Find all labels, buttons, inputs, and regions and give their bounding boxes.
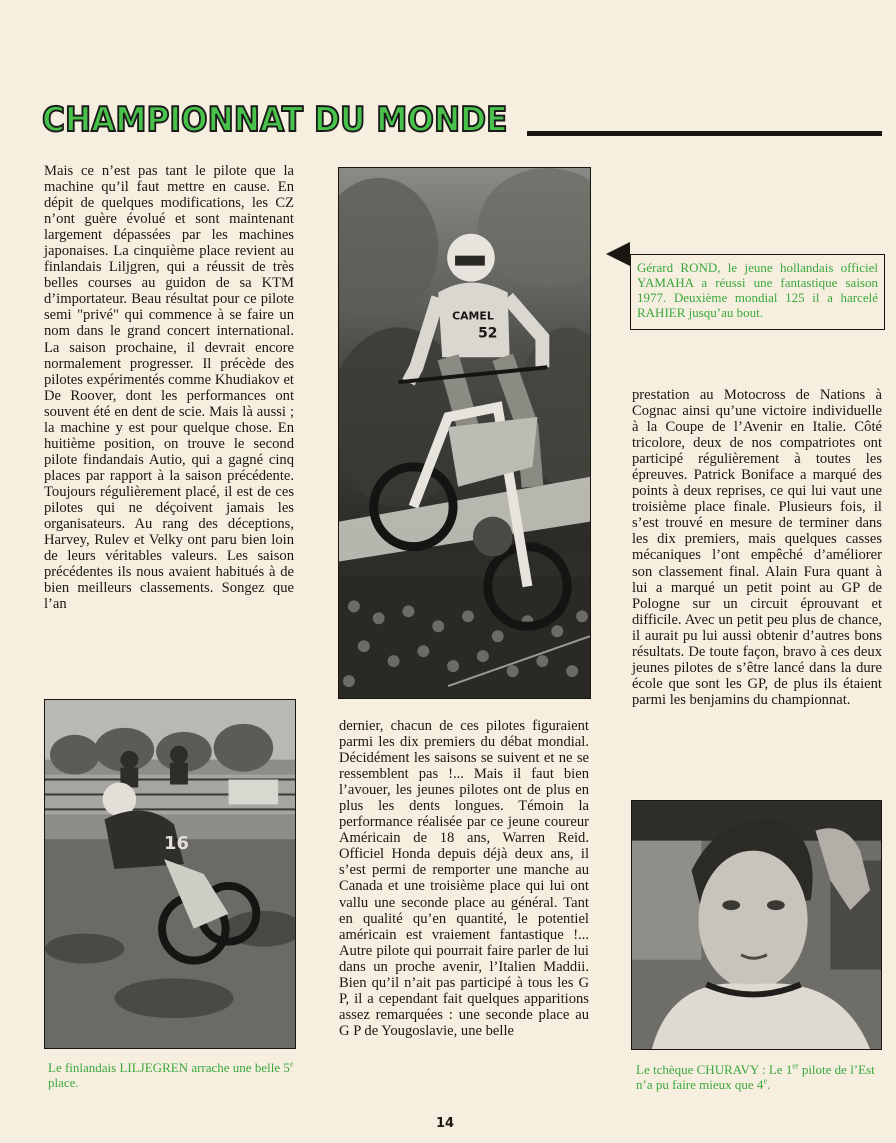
article-text-col1: Mais ce n’est pas tant le pilote que la machine qu’il faut mettre en cause. En dépit de quelques modifications, les CZ n’ont guère évolué et sont maintenant largement dépassées par les machines japonaises. La cinquième place revient au finlandais Liljgren, qui a réussit de très belles courses au guidon de sa KTM d’importateur. Beau résultat pour ce pilote semi "privé" qui commence à se faire un nom dans le grand concert international. La saison prochaine, il devrait encore normalement progresser. Il précède des pilotes expérimentés comme Khudiakov et De Roover, dont les performances ont souvent été en dent de scie. Mais là aussi ; la machine y est pour quelque chose. En huitième position, on trouve le second pilote findandais Autio, qui a gagné cinq places par rapport à la saison précédente. Toujours régulièrement placé, il est de ces pilotes qui ne déçoivent jamais les organisateurs. Au rang des déceptions, Harvey, Rulev et Velky ont paru bien loin de leurs véritables valeurs. Les saison précédentes ils nous avaient habitués à de bien meilleurs classements. Songez que l’an: [44, 163, 294, 613]
caption-churavy-text-a: Le tchèque CHURAVY : Le 1: [636, 1062, 793, 1077]
caption-churavy: [636, 1062, 886, 1092]
caption-churavy-sup2: e: [763, 1076, 767, 1086]
photo-rond-jump: [338, 167, 591, 699]
caption-liljegren-text-b: place.: [48, 1075, 79, 1090]
rider-number-main: 52: [478, 325, 498, 342]
photo-rond-jump-image: [339, 168, 590, 698]
caption-rond-text: Gérard ROND, le jeune hollandais officiel YAMAHA a réussi une fantastique saison 1977. Deuxième mondial 125 il a harcelé RAHIER jusqu’au bout.: [637, 260, 878, 320]
caption-liljegren-text-a: Le finlandais LILJEGREN arrache une belle 5: [48, 1060, 290, 1075]
rider-jersey-text: CAMEL: [452, 309, 494, 323]
caption-rond: [630, 254, 885, 330]
article-column-2: [339, 718, 589, 1039]
article-text-col2: dernier, chacun de ces pilotes figuraient parmi les dix premiers du débat mondial. Décidément les saisons se suivent et ne se ressemblent pas !... Mais il faut bien l’avouer, les jeunes pilotes ont de plus en plus les dents longues. Témoin la performance réalisée par ce jeune coureur Américain de 18 ans, Warren Reid. Officiel Honda depuis déjà deux ans, il s’est permi de remporter une manche au Canada et une troisième place qui lui ont vallu une seconde place au général. Tant en qualité qu’en quantité, le potentiel américain est vraiement fantastique !... Autre pilote qui pourrait faire parler de lui dans un proche avenir, l’Italien Maddii. Bien qu’il n’ait pas participé à tous les G P, il a cependant fait quelques apparitions assez remarquées : une seconde place au G P de Yougoslavie, une belle: [339, 718, 589, 1039]
photo-liljegren: [44, 699, 296, 1049]
headline-rule: [527, 131, 882, 136]
caption-liljegren: [48, 1060, 298, 1090]
page-headline: CHAMPIONNAT DU MONDE: [42, 100, 508, 140]
article-text-col3: prestation au Motocross de Nations à Cognac ainsi qu’une victoire individuelle à la Coupe de l’Avenir en Italie. Côté tricolore, deux de nos compatriotes ont participé régulièrement à toutes les épreuves. Patrick Boniface a marqué des points à deux reprises, ce qui lui vaut une troisième place finale. Plusieurs fois, il s’est trouvé en mesure de terminer dans les dix premiers, mais quelques casses mécaniques l’ont empêché d’améliorer son classement final. Alain Fura quant à lui a marqué un petit point au GP de Pologne sur un circuit éprouvant et difficile. Avec un petit peu plus de chance, il aurait pu lui aussi obtenir d’autres bons résultats. De toute façon, bravo à ces deux jeunes pilotes de s’être lancé dans la dure école que sont les GP, de plus ils étaient parmi les benjamins du championnat.: [632, 387, 882, 708]
caption-liljegren-sup: e: [289, 1059, 294, 1069]
caption-churavy-text-c: .: [767, 1077, 771, 1092]
page-number: 14: [436, 1116, 455, 1131]
caption-churavy-sup1: er: [792, 1061, 799, 1071]
rider-number-left: 16: [164, 833, 189, 855]
article-column-3: [632, 387, 882, 708]
photo-liljegren-image: [45, 700, 295, 1048]
photo-churavy: [631, 800, 882, 1050]
caption-pointer-icon: [606, 242, 630, 266]
article-column-1: [44, 163, 294, 612]
photo-churavy-image: [632, 801, 881, 1049]
caption-churavy-text-b: pilote de l’Est n’a pu faire mieux que 4: [636, 1062, 875, 1092]
